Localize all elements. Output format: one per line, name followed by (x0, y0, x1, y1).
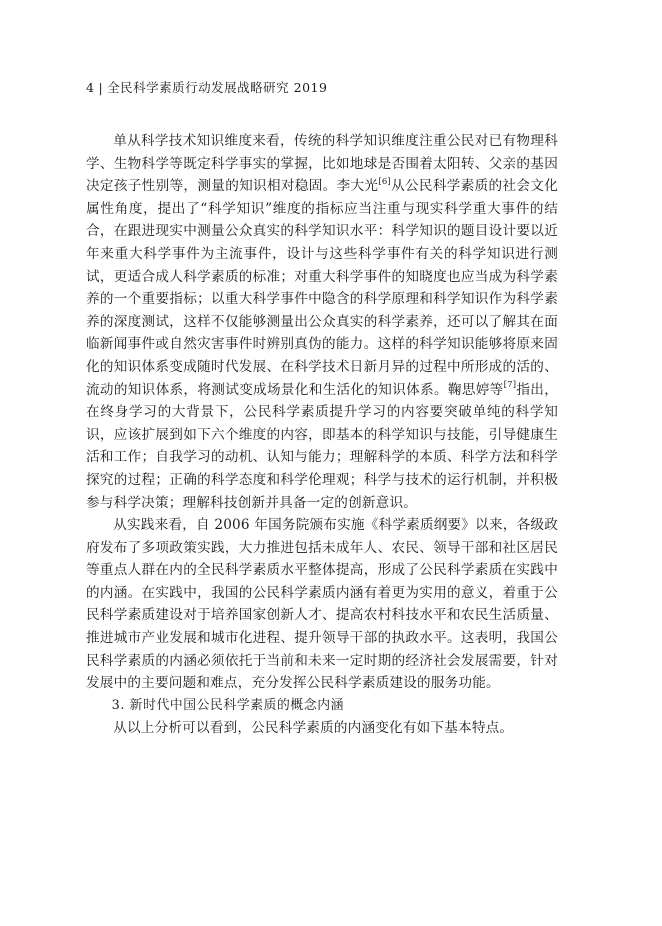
book-title: 全民科学素质行动发展战略研究 2019 (107, 80, 328, 95)
paragraph-practice: 从实践来看，自 2006 年国务院颁布实施《科学素质纲要》以来，各级政府发布了多项政策实践，大力推进包括未成年人、农民、领导干部和社区居民等重点人群在内的全民科学素质水平整体提高，形成了公民科学素质在实践中的内涵。在实践中，我国的公民科学素质内涵有着更为实用的意义，着重于公民科学素质建设对于培养国家创新人才、提高农村科技水平和农民生活质量、推进城市产业发展和城市化进程、提升领导干部的执政水平。这表明，我国公民科学素质的内涵必须依托于当前和未来一定时期的经济社会发展需要，针对发展中的主要问题和难点，充分发挥公民科学素质建设的服务功能。 (86, 517, 558, 692)
running-header (86, 78, 327, 96)
paragraph-text: 从公民科学素质的社会文化属性角度，提出了“科学知识”维度的指标应当注重与现实科学重大事件的结合，在跟进现实中测量公众真实的科学知识水平：科学知识的题目设计要以近年来重大科学事件为主流事件，设计与这些科学事件有关的科学知识进行测试，更适合成人科学素质的标准；对重大科学事件的知晓度也应当成为科学素养的一个重要指标；以重大科学事件中隐含的科学原理和科学知识作为科学素养的深度测试，这样不仅能够测量出公众真实的科学素养，还可以了解其在面临新闻事件或自然灾害事件时辨别真伪的能力。这样的科学知识能够将原来固化的知识体系变成随时代发展、在科学技术日新月异的过程中所形成的活的、流动的知识体系，将测试变成场景化和生活化的知识体系。鞠思婷等 (86, 178, 558, 398)
citation-ref: [6] (378, 176, 391, 187)
section-heading: 3. 新时代中国公民科学素质的概念内涵 (111, 697, 345, 713)
paragraph-summary: 从以上分析可以看到，公民科学素质的内涵变化有如下基本特点。 (113, 720, 514, 737)
paragraph-knowledge-dimension (86, 130, 558, 514)
page-number: 4 (86, 80, 95, 95)
paragraph-text: 指出，在终身学习的大背景下，公民科学素质提升学习的内容要突破单纯的科学知识，应该扩展到如下六个维度的内容，即基本的科学知识与技能，引导健康生活和工作；自我学习的动机、认知与能力；理解科学的本质、科学方法和科学探究的过程；正确的科学态度和科学伦理观；科学与技术的运行机制，并积极参与科学决策；理解科技创新并具备一定的创新意识。 (86, 381, 558, 511)
page-body (86, 130, 558, 740)
citation-ref: [7] (503, 380, 517, 390)
header-separator: | (98, 80, 104, 95)
paragraph-text: 单从科学技术知识维度来看，传统的科学知识维度注重公民对已有物理科学、生物科学等既定科学事实的掌握，比如地球是否围着太阳转、父亲的基因决定孩子性别等，测量的知识相对稳固。李大光 (86, 133, 558, 195)
